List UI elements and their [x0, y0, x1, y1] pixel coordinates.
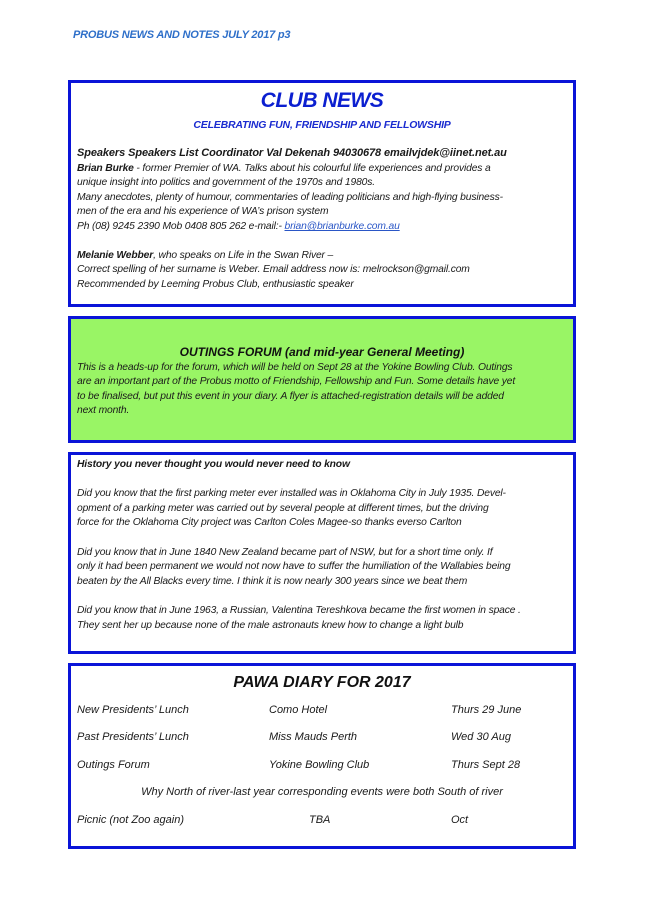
- speaker-name: Brian Burke: [77, 163, 134, 174]
- brian-burke-line-4: men of the era and his experience of WA’s prison system: [77, 206, 329, 217]
- club-news-title: CLUB NEWS: [260, 89, 384, 112]
- history-line: only it had been permanent we would not now have to suffer the humiliation of the Wallabies being: [77, 561, 511, 572]
- diary-venue: Como Hotel: [269, 704, 328, 716]
- history-box: [68, 452, 576, 654]
- diary-date: Oct: [451, 814, 469, 826]
- melanie-line-2: Correct spelling of her surname is Weber. Email address now is: melrockson@gmail.com: [77, 264, 470, 275]
- speakers-coordinator-line: Speakers Speakers List Coordinator Val Dekenah 94030678 emailvjdek@iinet.net.au: [77, 147, 507, 159]
- diary-venue: Miss Mauds Perth: [269, 731, 358, 743]
- diary-event: Picnic (not Zoo again): [77, 814, 184, 826]
- diary-date: Thurs Sept 28: [451, 759, 521, 771]
- diary-date: Wed 30 Aug: [451, 731, 511, 743]
- outings-line: to be finalised, but put this event in your diary. A flyer is attached-registration details will be added: [77, 391, 504, 402]
- history-line: opment of a parking meter was carried out by several people at different times, but the driving: [77, 503, 489, 514]
- brian-burke-line-2: unique insight into politics and government of the 1970s and 1980s.: [77, 177, 375, 188]
- brian-description: - former Premier of WA. Talks about his colourful life experiences and provides a: [133, 163, 491, 174]
- club-news-box: [68, 80, 576, 307]
- history-line: beaten by the All Blacks every time. I think it is now nearly 300 years since we beat them: [77, 576, 468, 587]
- history-line: Did you know that the first parking meter ever installed was in Oklahoma City in July 1935. Devel-: [77, 488, 506, 499]
- melanie-topic: , who speaks on Life in the Swan River –: [153, 250, 334, 261]
- diary-date: Thurs 29 June: [451, 704, 522, 716]
- brian-email-link[interactable]: brian@brianburke.com.au: [284, 221, 400, 232]
- club-news-subtitle: CELEBRATING FUN, FRIENDSHIP AND FELLOWSHIP: [193, 119, 451, 131]
- diary-title: PAWA DIARY FOR 2017: [233, 674, 411, 691]
- diary-box: [68, 663, 576, 849]
- diary-event: Past Presidents’ Lunch: [77, 731, 189, 743]
- outings-line: are an important part of the Probus motto of Friendship, Fellowship and Fun. Some details have yet: [77, 376, 516, 387]
- speaker-name: Melanie Webber: [77, 250, 154, 261]
- outings-line: This is a heads-up for the forum, which will be held on Sept 28 at the Yokine Bowling Club. Outings: [77, 362, 513, 373]
- history-line: force for the Oklahoma City project was Carlton Coles Magee-so thanks everso Carlton: [77, 517, 462, 528]
- diary-venue: TBA: [309, 814, 331, 826]
- brian-burke-line-1: [77, 163, 491, 174]
- history-title: History you never thought you would never need to know: [77, 459, 350, 470]
- diary-event: Outings Forum: [77, 759, 150, 771]
- melanie-line-1: [77, 250, 333, 261]
- outings-line: next month.: [77, 405, 130, 416]
- brian-burke-line-3: Many anecdotes, plenty of humour, commentaries of leading politicians and high-flying business-: [77, 192, 503, 203]
- page-header: PROBUS NEWS AND NOTES JULY 2017 p3: [73, 29, 291, 41]
- melanie-line-3: Recommended by Leeming Probus Club, enthusiastic speaker: [77, 279, 354, 290]
- outings-forum-box: [68, 316, 576, 443]
- diary-venue: Yokine Bowling Club: [269, 759, 370, 771]
- outings-forum-title: OUTINGS FORUM (and mid-year General Meeting): [179, 345, 465, 359]
- history-line: They sent her up because none of the male astronauts knew how to change a light bulb: [77, 620, 464, 631]
- history-line: Did you know that in June 1840 New Zealand became part of NSW, but for a short time only. If: [77, 547, 493, 558]
- brian-phone: Ph (08) 9245 2390 Mob 0408 805 262 e-mail:-: [77, 221, 285, 232]
- diary-event: New Presidents’ Lunch: [77, 704, 189, 716]
- history-line: Did you know that in June 1963, a Russian, Valentina Tereshkova became the first women in space .: [77, 605, 521, 616]
- diary-note: Why North of river-last year corresponding events were both South of river: [141, 786, 503, 798]
- brian-contact-line: [77, 221, 400, 232]
